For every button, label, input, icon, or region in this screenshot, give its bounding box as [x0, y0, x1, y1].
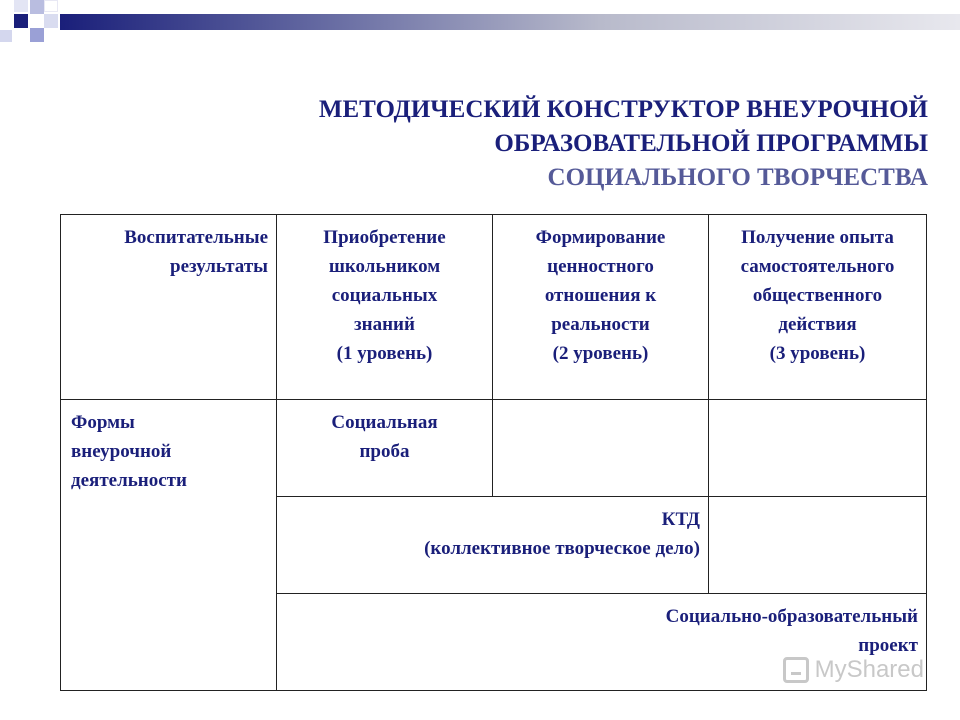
decor-square — [0, 30, 12, 42]
ktd-cell: КТД (коллективное творческое дело) — [277, 497, 709, 594]
decor-square — [14, 14, 28, 28]
constructor-table — [60, 214, 927, 691]
decor-square — [30, 0, 44, 14]
decor-square — [14, 0, 28, 12]
slide-title — [228, 93, 928, 195]
empty-cell — [493, 400, 709, 497]
decor-square — [44, 14, 58, 28]
decor-square — [44, 0, 58, 12]
header-cell-level3: Получение опыта самостоятельного общественного действия (3 уровень) — [709, 215, 927, 400]
myshared-logo-icon — [783, 657, 809, 683]
social-probe-cell: Социальная проба — [277, 400, 493, 497]
header-cell-results: Воспитательные результаты — [61, 215, 277, 400]
header-gradient-bar — [60, 14, 960, 30]
empty-cell — [709, 400, 927, 497]
header-cell-level1: Приобретение школьником социальных знаний (1 уровень) — [277, 215, 493, 400]
title-line: СОЦИАЛЬНОГО ТВОРЧЕСТВА — [547, 164, 928, 191]
title-line: МЕТОДИЧЕСКИЙ КОНСТРУКТОР ВНЕУРОЧНОЙ — [318, 96, 928, 123]
title-line: ОБРАЗОВАТЕЛЬНОЙ ПРОГРАММЫ — [494, 130, 928, 157]
watermark — [783, 656, 924, 684]
empty-cell — [709, 497, 927, 594]
forms-label-cell: Формы внеурочной деятельности — [61, 400, 277, 691]
decor-square — [30, 28, 44, 42]
watermark-text: MyShared — [814, 656, 924, 683]
project-cell: Социально-образовательный проект — [277, 594, 927, 691]
header-cell-level2: Формирование ценностного отношения к реальности (2 уровень) — [493, 215, 709, 400]
